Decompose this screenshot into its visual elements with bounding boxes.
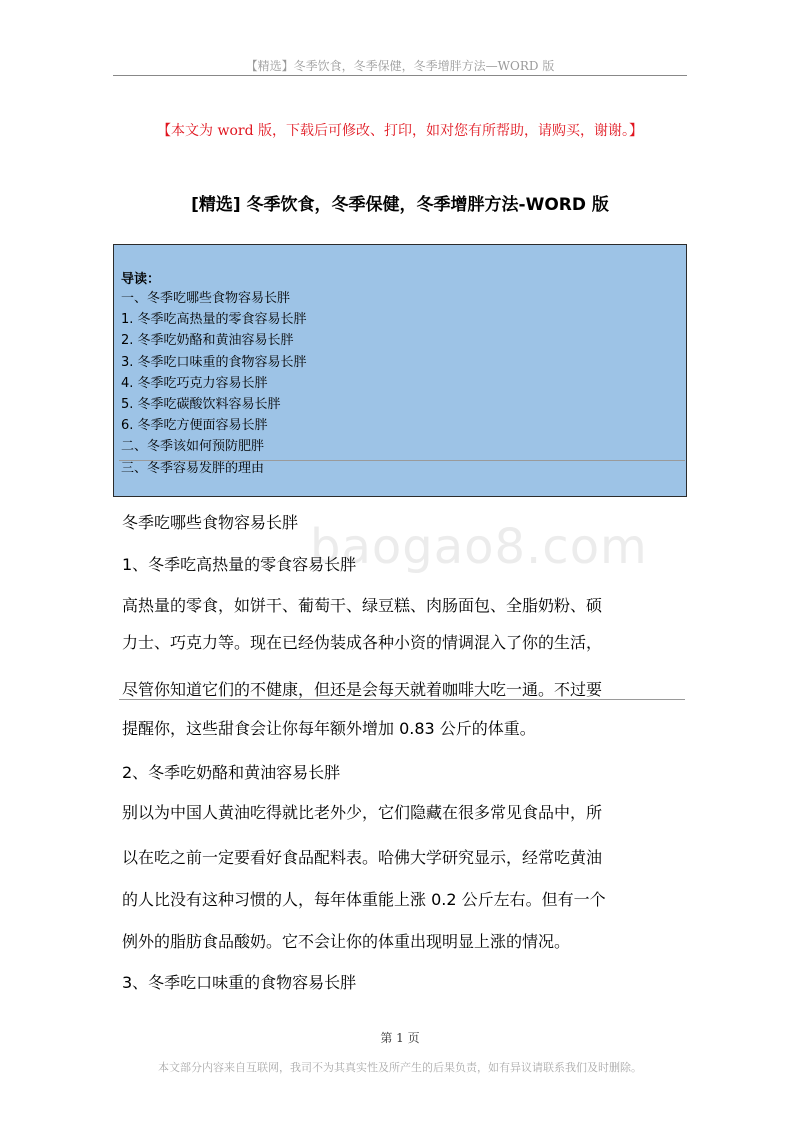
guide-item: 3. 冬季吃口味重的食物容易长胖 xyxy=(121,354,307,370)
subheading-3: 3、冬季吃口味重的食物容易长胖 xyxy=(122,973,357,992)
paragraph-1-line: 力士、巧克力等。现在已经伪装成各种小资的情调混入了你的生活， xyxy=(122,633,603,652)
document-title: [精选] 冬季饮食，冬季保健，冬季增胖方法-WORD 版 xyxy=(191,195,609,215)
guide-item: 6. 冬季吃方便面容易长胖 xyxy=(121,418,268,434)
section-heading: 冬季吃哪些食物容易长胖 xyxy=(122,513,299,532)
paragraph-2-line: 例外的脂肪食品酸奶。它不会让你的体重出现明显上涨的情况。 xyxy=(122,932,571,951)
guide-list xyxy=(121,288,307,479)
guide-item: 1. 冬季吃高热量的零食容易长胖 xyxy=(121,312,307,328)
purchase-notice: 【本文为 word 版，下载后可修改、打印，如对您有所帮助，请购买，谢谢。】 xyxy=(157,123,643,139)
paragraph-2-line: 的人比没有这种习惯的人，每年体重能上涨 0.2 公斤左右。但有一个 xyxy=(122,890,606,909)
guide-title: 导读： xyxy=(121,272,161,287)
guide-box xyxy=(113,244,687,497)
guide-item: 一、冬季吃哪些食物容易长胖 xyxy=(121,291,291,306)
watermark: baogao8.com xyxy=(310,519,648,575)
paragraph-2-line: 以在吃之前一定要看好食品配料表。哈佛大学研究显示，经常吃黄油 xyxy=(122,848,603,867)
footer-disclaimer: 本文部分内容来自互联网，我司不为其真实性及所产生的后果负责，如有异议请联系我们及时删除。 xyxy=(158,1061,642,1074)
page-number: 第 1 页 xyxy=(380,1031,420,1045)
guide-item: 二、冬季该如何预防肥胖 xyxy=(121,439,265,455)
paragraph-1-line: 尽管你知道它们的不健康，但还是会每天就着咖啡大吃一通。不过要 xyxy=(122,680,603,699)
subheading-2: 2、冬季吃奶酪和黄油容易长胖 xyxy=(122,763,341,782)
header-rule xyxy=(113,75,687,76)
running-header: 【精选】冬季饮食，冬季保健，冬季增胖方法—WORD 版 xyxy=(245,59,555,73)
subheading-1: 1、冬季吃高热量的零食容易长胖 xyxy=(122,555,357,574)
paragraph-1-line: 高热量的零食，如饼干、葡萄干、绿豆糕、肉肠面包、全脂奶粉、硕 xyxy=(122,596,603,615)
guide-item: 2. 冬季吃奶酪和黄油容易长胖 xyxy=(121,333,294,349)
paragraph-1-line: 提醒你，这些甜食会让你每年额外增加 0.83 公斤的体重。 xyxy=(122,719,536,738)
guide-item: 5. 冬季吃碳酸饮料容易长胖 xyxy=(121,396,281,412)
guide-item: 4. 冬季吃巧克力容易长胖 xyxy=(121,375,268,391)
guide-divider xyxy=(119,460,685,461)
guide-item: 三、冬季容易发胖的理由 xyxy=(121,460,265,476)
paragraph-2-line: 别以为中国人黄油吃得就比老外少，它们隐藏在很多常见食品中，所 xyxy=(122,803,603,822)
